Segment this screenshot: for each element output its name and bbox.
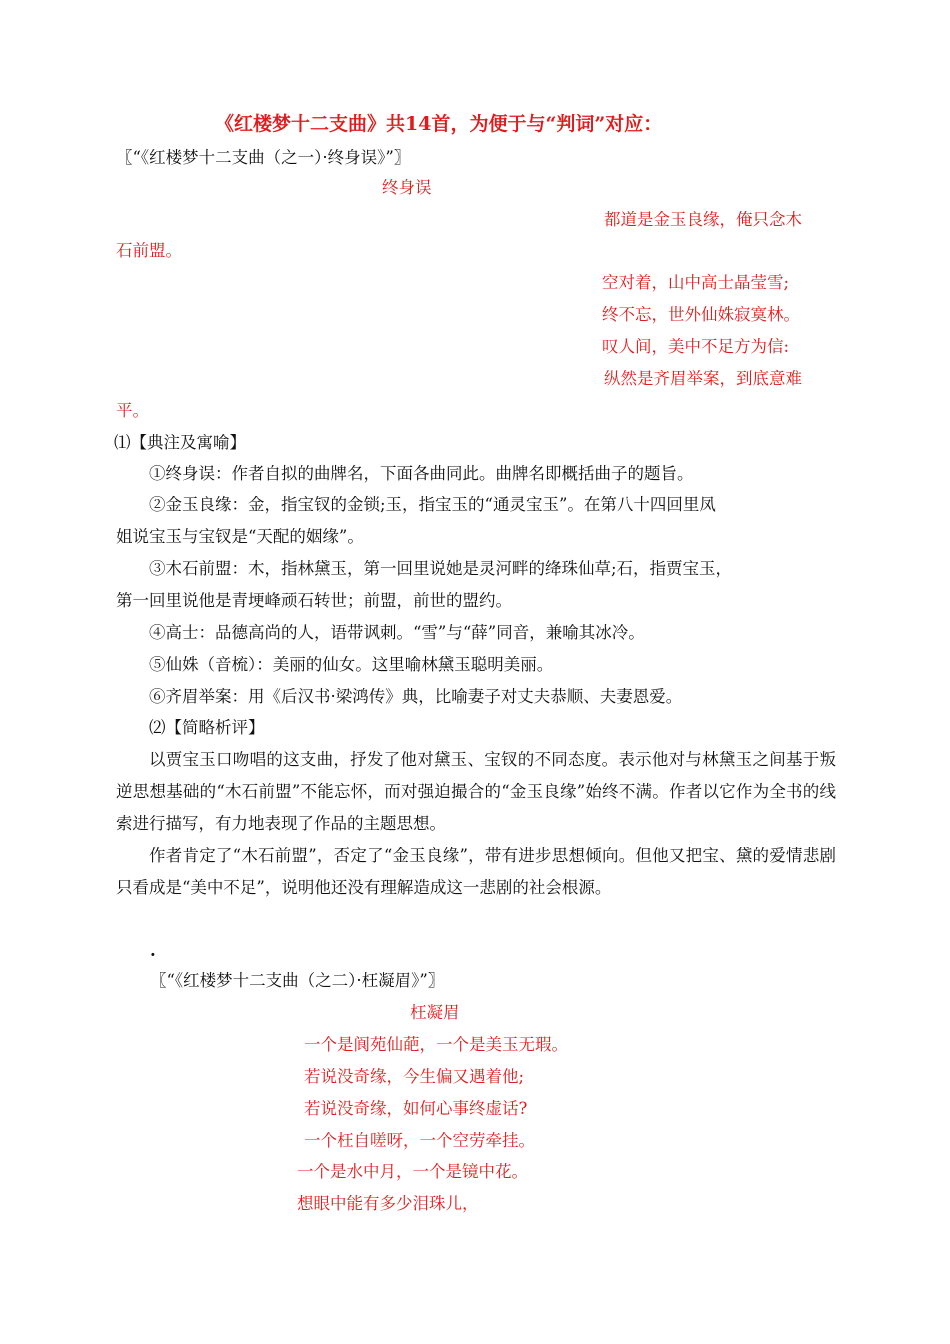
song2-name: 枉凝眉 bbox=[410, 1003, 460, 1022]
song2-lyric-line: 想眼中能有多少泪珠儿， bbox=[297, 1194, 479, 1213]
song2-lyric-line: 若说没奇缘，如何心事终虚话? bbox=[304, 1099, 528, 1118]
song2-lyric-line: 一个枉自嗟呀，一个空劳牵挂。 bbox=[304, 1131, 535, 1150]
song1-lyric-line: 空对着，山中高士晶莹雪; bbox=[602, 273, 790, 292]
song1-name: 终身误 bbox=[382, 178, 432, 197]
song1-lyric-line: 都道是金玉良缘，俺只念木 bbox=[604, 210, 802, 229]
song2-lyric-line: 若说没奇缘，今生偏又遇着他; bbox=[304, 1067, 525, 1086]
song2-header: 〖“《红楼梦十二支曲（之二）·枉凝眉》”〗 bbox=[150, 971, 445, 990]
note-item: 姐说宝玉与宝钗是“天配的姻缘”。 bbox=[116, 527, 364, 546]
song1-lyric-line: 石前盟。 bbox=[116, 241, 182, 260]
analysis-paragraph: 以贾宝玉口吻唱的这支曲，抒发了他对黛玉、宝钗的不同态度。表示他对与林黛玉之间基于叛逆思想基础的“木石前盟”不能忘怀，而对强迫撮合的“金玉良缘”始终不满。作者以它作为全书的线索进行描写，有力地表现了作品的主题思想。 bbox=[116, 750, 836, 833]
song1-lyric-line: 纵然是齐眉举案，到底意难 bbox=[604, 369, 802, 388]
analysis-heading: ⑵【简略析评】 bbox=[149, 718, 265, 737]
analysis-paragraph: 作者肯定了“木石前盟”，否定了“金玉良缘”，带有进步思想倾向。但他又把宝、黛的爱情悲剧只看成是“美中不足”，说明他还没有理解造成这一悲剧的社会根源。 bbox=[116, 846, 836, 897]
note-item: ⑥齐眉举案：用《后汉书·梁鸿传》典，比喻妻子对丈夫恭顺、夫妻恩爱。 bbox=[149, 687, 683, 706]
song2-lyric-line: 一个是水中月，一个是镜中花。 bbox=[297, 1162, 528, 1181]
song2-lyric-line: 一个是阆苑仙葩，一个是美玉无瑕。 bbox=[304, 1035, 568, 1054]
song1-lyric-line: 叹人间，美中不足方为信: bbox=[602, 337, 790, 356]
note-item: ④高士：品德高尚的人，语带讽刺。“雪”与“薛”同音，兼喻其冰冷。 bbox=[149, 623, 645, 642]
note-item: ②金玉良缘：金，指宝钗的金锁;玉，指宝玉的“通灵宝玉”。在第八十四回里凤 bbox=[149, 495, 716, 514]
note-item: 第一回里说他是青埂峰顽石转世；前盟，前世的盟约。 bbox=[116, 591, 512, 610]
separator-dot: . bbox=[150, 941, 156, 960]
note-item: ③木石前盟：木，指林黛玉，第一回里说她是灵河畔的绛珠仙草;石，指贾宝玉， bbox=[149, 559, 733, 578]
notes-heading: ⑴【典注及寓喻】 bbox=[114, 433, 246, 452]
note-item: ①终身误：作者自拟的曲牌名，下面各曲同此。曲牌名即概括曲子的题旨。 bbox=[149, 464, 694, 483]
document-title: 《红楼梦十二支曲》共14首，为便于与“判词”对应： bbox=[215, 113, 663, 135]
song1-header: 〖“《红楼梦十二支曲（之一）·终身误》”〗 bbox=[116, 148, 411, 167]
song1-lyric-line: 终不忘，世外仙姝寂寞林。 bbox=[602, 305, 800, 324]
song1-lyric-line: 平。 bbox=[116, 401, 149, 420]
note-item: ⑤仙姝（音梳）：美丽的仙女。这里喻林黛玉聪明美丽。 bbox=[149, 655, 554, 674]
